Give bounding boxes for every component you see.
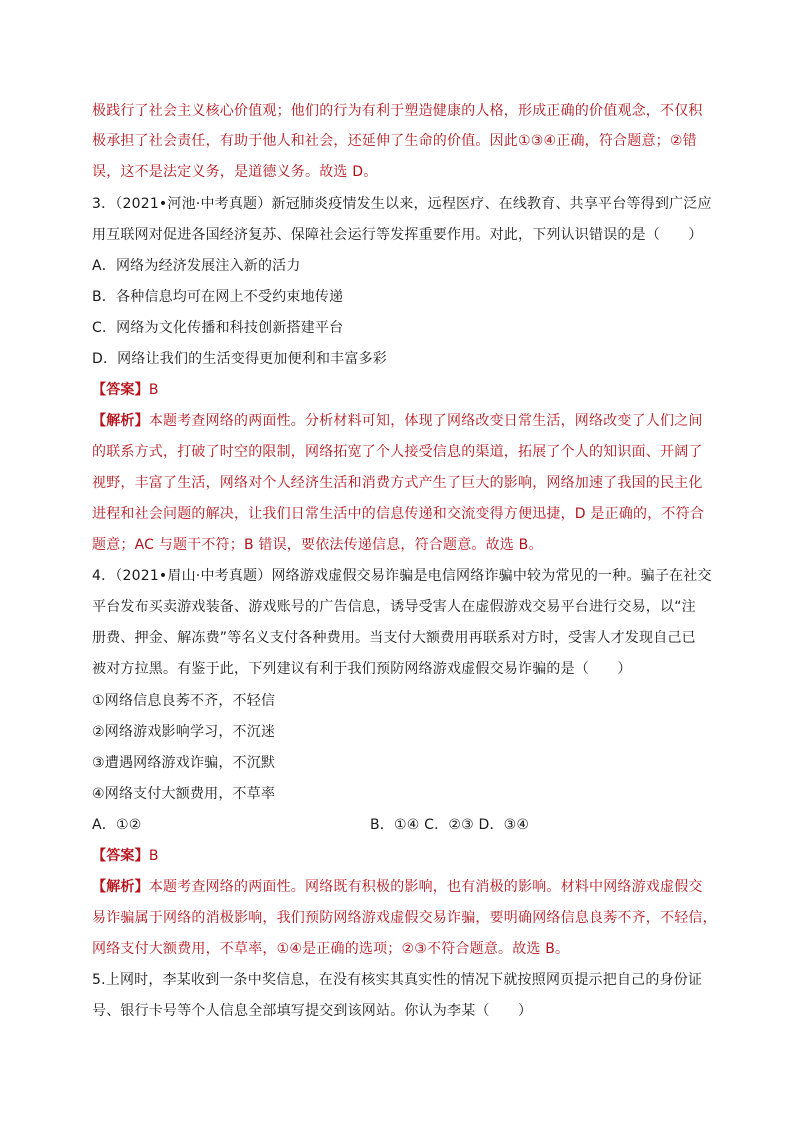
q3-option-b: B．各种信息均可在网上不受约束地传递 [92,289,344,305]
q3-analysis-line: 的联系方式，打破了时空的限制，网络拓宽了个人接受信息的渠道，拓展了个人的知识面、开阔了 [92,444,703,460]
q3-analysis-line: 题意；AC 与题干不符；B 错误，要依法传递信息，符合题意。故选 B。 [92,537,543,553]
analysis-text: 本题考查网络的两面性。网络既有积极的影响，也有消极的影响。材料中网络游戏虚假交 [148,879,703,895]
analysis-label: 【解析】 [92,413,149,429]
q4-stem-line: 平台发布买卖游戏装备、游戏账号的广告信息，诱导受害人在虚假游戏交易平台进行交易，以“注 [92,599,696,615]
q3-analysis-line [92,411,712,431]
q4-stem-line: 4．（2021•眉山·中考真题）网络游戏虚假交易诈骗是电信网络诈骗中较为常见的一种。骗子在社交 [92,568,712,584]
q4-analysis-line: 网络支付大额费用，不草率，①④是正确的选项；②③不符合题意。故选 B。 [92,941,570,957]
q3-stem-line: 用互联网对促进各国经济复苏、保障社会运行等发挥重要作用。对此，下列认识错误的是（ ） [92,227,703,243]
q4-stem-line: 册费、押金、解冻费”等名义支付各种费用。当支付大额费用再联系对方时，受害人才发现自己已 [92,630,696,646]
q3-analysis-line: 视野，丰富了生活，网络对个人经济生活和消费方式产生了巨大的影响，网络加速了我国的民主化 [92,475,703,491]
answer-label: 【答案】 [92,848,149,864]
answer-value: B [148,848,159,864]
q2-analysis-line: 极承担了社会责任，有助于他人和社会，还延伸了生命的价值。因此①③④正确，符合题意；②错 [92,133,697,149]
q2-analysis-line: 极践行了社会主义核心价值观；他们的行为有利于塑造健康的人格，形成正确的价值观念，不仅积 [92,103,703,119]
q4-stem-line: 被对方拉黑。有鉴于此，下列建议有利于我们预防网络游戏虚假交易诈骗的是（ ） [92,661,632,677]
q2-analysis-line: 误，这不是法定义务，是道德义务。故选 D。 [92,164,378,180]
q3-answer [92,380,712,400]
q4-analysis-line: 易诈骗属于网络的消极影响，我们预防网络游戏虚假交易诈骗，要明确网络信息良莠不齐，不轻信， [92,910,717,926]
q4-option-a: A．①② [92,817,142,833]
q3-option-a: A．网络为经济发展注入新的活力 [92,258,301,274]
q3-option-d: D．网络让我们的生活变得更加便利和丰富多彩 [92,351,387,367]
analysis-text: 本题考查网络的两面性。分析材料可知，体现了网络改变日常生活，网络改变了人们之间 [148,413,703,429]
q3-option-c: C．网络为文化传播和科技创新搭建平台 [92,320,344,336]
analysis-label: 【解析】 [92,879,149,895]
q5-stem-line: 号、银行卡号等个人信息全部填写提交到该网站。你认为李某（ ） [92,1003,533,1019]
q4-options [92,815,712,835]
q3-analysis-line: 进程和社会问题的解决，让我们日常生活中的信息传递和交流变得方便迅捷，D 是正确的，不符合 [92,506,705,522]
answer-value: B [148,382,159,398]
q5-stem-line: 5.上网时，李某收到一条中奖信息，在没有核实其真实性的情况下就按照网页提示把自己的身份证 [92,972,703,988]
q4-item: ③遭遇网络游戏诈骗，不沉默 [92,755,276,771]
q4-answer [92,846,712,866]
q4-options-bcd: B．①④ C．②③ D．③④ [370,817,530,833]
q4-item: ①网络信息良莠不齐，不轻信 [92,693,276,709]
answer-label: 【答案】 [92,382,149,398]
q4-item: ②网络游戏影响学习，不沉迷 [92,724,276,740]
q4-analysis-line [92,877,712,897]
q3-stem-line: 3．（2021•河池·中考真题）新冠肺炎疫情发生以来，远程医疗、在线教育、共享平台等得到广泛应 [92,196,712,212]
q4-item: ④网络支付大额费用，不草率 [92,786,276,802]
